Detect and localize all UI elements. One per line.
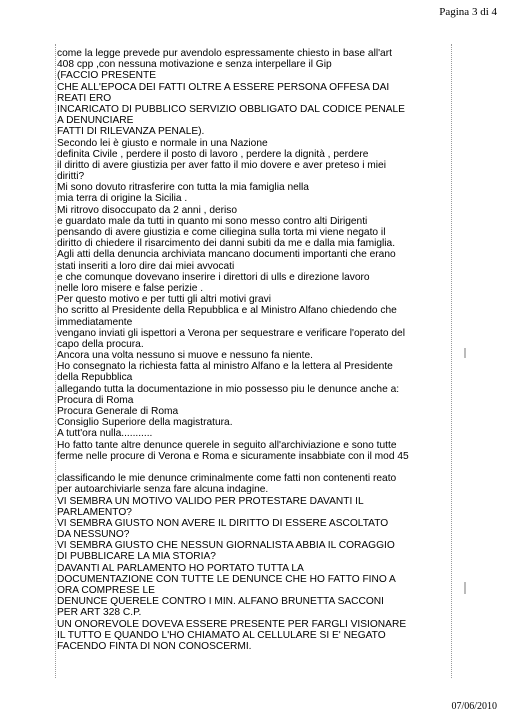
text-line: VI SEMBRA UN MOTIVO VALIDO PER PROTESTARE DAVANTI IL xyxy=(57,495,364,507)
right-margin-line xyxy=(451,44,452,678)
text-line: definita Civile , perdere il posto di lavoro , perdere la dignità , perdere xyxy=(57,148,369,160)
text-line: e guardato male da tutti in quanto mi sono messo contro alti Dirigenti xyxy=(57,215,368,227)
text-line: diritto di chiedere il risarcimento dei danni subiti da me e dalla mia famiglia. xyxy=(57,238,396,250)
text-line: FATTI DI RILEVANZA PENALE). xyxy=(57,126,205,138)
text-line: Mi sono dovuto ritrasferire con tutta la mia famiglia nella xyxy=(57,182,309,194)
text-line: ORA COMPRESE LE xyxy=(57,585,155,596)
print-date: 07/06/2010 xyxy=(451,701,497,712)
text-line: vengano inviati gli ispettori a Verona per sequestrare e verificare l'operato del xyxy=(57,327,405,339)
page-number: Pagina 3 di 4 xyxy=(439,6,497,18)
text-line: UN ONOREVOLE DOVEVA ESSERE PRESENTE PER FARGLI VISIONARE xyxy=(57,618,407,630)
text-line: stati inseriti a loro dire dai miei avvocati xyxy=(57,260,235,272)
text-line: immediatamente xyxy=(57,316,133,328)
text-line: allegando tutta la documentazione in mio possesso piu le denunce anche a: xyxy=(57,383,400,395)
text-line: Secondo lei è giusto e normale in una Nazione xyxy=(57,137,268,149)
text-line: 408 cpp ,con nessuna motivazione e senza interpellare il Gip xyxy=(57,59,332,71)
text-line: Ancora una volta nessuno si muove e nessuno fa niente. xyxy=(57,350,313,362)
text-line: CHE ALL'EPOCA DEI FATTI OLTRE A ESSERE PERSONA OFFESA DAI xyxy=(57,81,390,93)
text-line: IL TUTTO E QUANDO L'HO CHIAMATO AL CELLULARE SI E' NEGATO xyxy=(57,629,386,641)
text-line: mia terra di origine la Sicilia . xyxy=(57,193,188,205)
text-line: DENUNCE QUERELE CONTRO I MIN. ALFANO BRUNETTA SACCONI xyxy=(57,596,384,608)
text-line: diritti? xyxy=(57,171,85,183)
text-line: DA NESSUNO? xyxy=(57,529,130,541)
text-line: Procura di Roma xyxy=(57,394,134,406)
text-line: (FACCIO PRESENTE xyxy=(57,70,157,82)
scan-artifact xyxy=(464,582,466,594)
text-line: ho scritto al Presidente della Repubblica e al Ministro Alfano chiedendo che xyxy=(57,305,397,317)
text-line: PER ART 328 C.P. xyxy=(57,607,142,619)
text-line: VI SEMBRA GIUSTO NON AVERE IL DIRITTO DI ESSERE ASCOLTATO xyxy=(57,517,389,529)
text-line: Per questo motivo e per tutti gli altri motivi gravi xyxy=(57,294,272,306)
text-line: DOCUMENTAZIONE CON TUTTE LE DENUNCE CHE HO FATTO FINO A xyxy=(57,573,396,585)
text-line: per autoarchiviarle senza fare alcuna indagine. xyxy=(57,484,269,496)
scan-artifact xyxy=(464,348,466,358)
text-line xyxy=(57,462,449,473)
text-line: il diritto di avere giustizia per aver fatto il mio dovere e aver preteso i miei xyxy=(57,159,386,171)
text-line: INCARICATO DI PUBBLICO SERVIZIO OBBLIGATO DAL CODICE PENALE xyxy=(57,103,405,115)
text-line: DI PUBBLICARE LA MIA STORIA? xyxy=(57,551,216,563)
text-line: capo della procura. xyxy=(57,338,144,350)
document-body xyxy=(57,48,449,652)
text-line: della Repubblica xyxy=(57,372,133,384)
text-line: come la legge prevede pur avendolo espressamente chiesto in base all'art xyxy=(57,48,392,59)
text-line: DAVANTI AL PARLAMENTO HO PORTATO TUTTA LA xyxy=(57,562,304,574)
text-line: classificando le mie denunce criminalmente come fatti non contenenti reato xyxy=(57,473,397,485)
text-line: Procura Generale di Roma xyxy=(57,406,179,417)
text-line: VI SEMBRA GIUSTO CHE NESSUN GIORNALISTA ABBIA IL CORAGGIO xyxy=(57,540,395,552)
text-line: nelle loro misere e false perizie . xyxy=(57,282,204,294)
text-line: Ho fatto tante altre denunce querele in seguito all'archiviazione e sono tutte xyxy=(57,439,397,451)
text-line: Agli atti della denuncia archiviata mancano documenti importanti che erano xyxy=(57,249,396,261)
text-line: pensando di avere giustizia e come ciliegina sulla torta mi viene negato il xyxy=(57,227,386,238)
text-line: Ho consegnato la richiesta fatta al ministro Alfano e la lettera al Presidente xyxy=(57,361,393,373)
text-line: FACENDO FINTA DI NON CONOSCERMI. xyxy=(57,640,252,652)
text-line: A DENUNCIARE xyxy=(57,115,134,127)
text-line: ferme nelle procure di Verona e Roma e sicuramente insabbiate con il mod 45 xyxy=(57,450,409,462)
text-line: REATI ERO xyxy=(57,92,112,104)
text-line: Mi ritrovo disoccupato da 2 anni , deriso xyxy=(57,204,238,216)
text-line: PARLAMENTO? xyxy=(57,506,132,518)
text-line: e che comunque dovevano inserire i direttori di ulls e direzione lavoro xyxy=(57,271,370,283)
left-margin-line xyxy=(55,44,56,678)
text-line: A tutt'ora nulla........... xyxy=(57,428,153,440)
text-line: Consiglio Superiore della magistratura. xyxy=(57,417,233,429)
